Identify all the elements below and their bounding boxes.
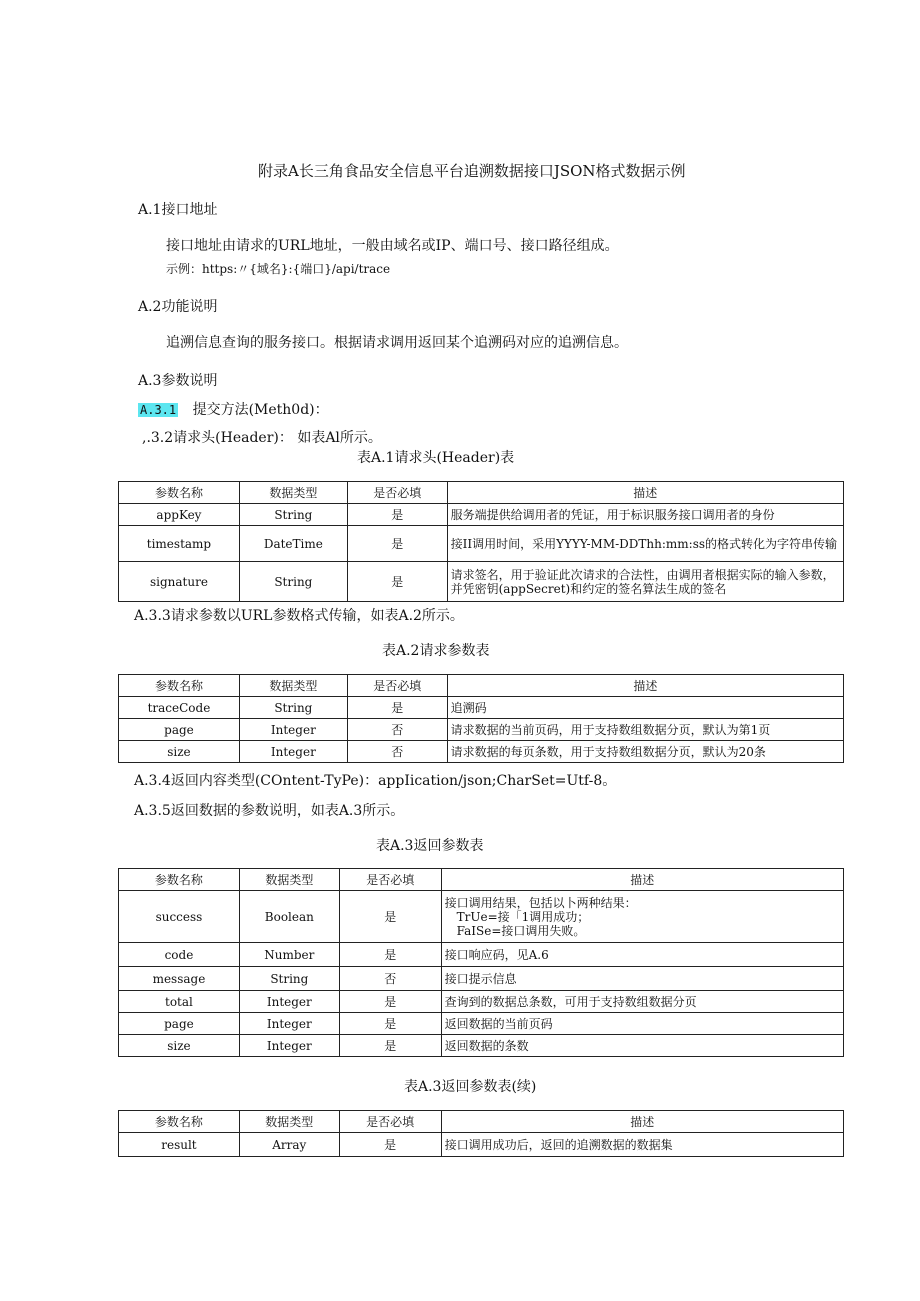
table-row [119,967,844,991]
table-response-params [118,868,844,1057]
header-cell: 是否必填 [347,482,447,504]
table-cell: 追溯码 [447,697,843,719]
table-row [119,943,844,967]
table-cell: result [119,1133,240,1157]
table-header-row [119,869,844,891]
table-cell: size [119,1035,240,1057]
header-cell: 描述 [441,869,843,891]
header-cell: 是否必填 [339,1111,441,1133]
table-cell: size [119,741,240,763]
table-cell: 接II调用时间，采用YYYY-MM-DDThh:mm:ss的格式转化为字符串传输 [447,526,843,562]
table-cell: 查询到的数据总条数，可用于支持数组数据分页 [441,991,843,1013]
table-cell: 是 [339,891,441,943]
header-cell: 参数名称 [119,675,240,697]
table-row [119,891,844,943]
table-cell: 是 [339,1133,441,1157]
table-cell: 是 [347,526,447,562]
header-cell: 数据类型 [239,675,347,697]
table-cell: 接口响应码，见A.6 [441,943,843,967]
header-cell: 是否必填 [347,675,447,697]
table-cell: traceCode [119,697,240,719]
table-cell: 是 [347,504,447,526]
header-cell: 描述 [447,482,843,504]
table-cell: code [119,943,240,967]
table-cell: timestamp [119,526,240,562]
table-header-row [119,675,844,697]
table4-caption: 表A.3返回参数表(续) [404,1079,537,1095]
section-a1-example: 示例：https:〃{域名}:{端口}/api/trace [166,262,391,276]
section-a31 [138,399,329,419]
header-cell: 描述 [447,675,843,697]
table-cell: 请求数据的当前页码，用于支持数组数据分页，默认为第1页 [447,719,843,741]
table-cell: page [119,719,240,741]
table-cell: 请求数据的每页条数，用于支持数组数据分页，默认为20条 [447,741,843,763]
table-cell: 是 [339,991,441,1013]
section-a31-number: A.3.1 [140,403,177,417]
table-cell: String [239,967,339,991]
table-header-row [119,1111,844,1133]
table-row [119,741,844,763]
table-row [119,697,844,719]
table-row [119,991,844,1013]
table-cell: String [239,504,347,526]
table-cell: 是 [339,943,441,967]
table-cell: Number [239,943,339,967]
table-cell: message [119,967,240,991]
table-cell: total [119,991,240,1013]
table-cell: String [239,697,347,719]
section-a1-heading: A.1接口地址 [138,202,218,218]
success-desc-line: FaISe=接口调用失败。 [456,923,586,938]
section-a35: A.3.5返回数据的参数说明，如表A.3所示。 [134,803,405,819]
header-cell: 数据类型 [239,482,347,504]
table-response-params-continued [118,1110,844,1157]
table3-caption: 表A.3返回参数表 [376,838,484,854]
table-row [119,504,844,526]
table-cell: Integer [239,1013,339,1035]
table-cell: signature [119,562,240,602]
page-title: 附录A长三角食品安全信息平台追溯数据接口JSON格式数据示例 [258,162,686,180]
header-cell: 数据类型 [239,869,339,891]
table-header-row [119,482,844,504]
table-cell: appKey [119,504,240,526]
section-a32: ,.3.2请求头(Header)： 如表Al所示。 [142,430,382,446]
header-cell: 参数名称 [119,482,240,504]
table-cell: 是 [339,1013,441,1035]
table-cell: 否 [339,967,441,991]
table-cell: 否 [347,719,447,741]
table-cell: DateTime [239,526,347,562]
table-cell: Integer [239,1035,339,1057]
table-request-params [118,674,844,763]
table-cell: Integer [239,719,347,741]
table-cell: 否 [347,741,447,763]
table-cell: 返回数据的条数 [441,1035,843,1057]
header-cell: 数据类型 [239,1111,339,1133]
table-row [119,1133,844,1157]
table-cell: Boolean [239,891,339,943]
table-cell: 是 [347,562,447,602]
table-row [119,1013,844,1035]
table-cell: 是 [339,1035,441,1057]
success-desc-line: TrUe=接「1调用成功； [456,909,590,924]
table-cell: success [119,891,240,943]
table-cell: Integer [239,991,339,1013]
table-cell: 是 [347,697,447,719]
header-cell: 是否必填 [339,869,441,891]
section-a31-text: 提交方法(Meth0d)： [192,402,329,418]
table-cell: Integer [239,741,347,763]
table-cell: 接口提示信息 [441,967,843,991]
header-cell: 描述 [441,1111,843,1133]
section-a2-desc: 追溯信息查询的服务接口。根据请求调用返回某个追溯码对应的追溯信息。 [166,335,628,351]
section-a2-heading: A.2功能说明 [138,299,218,315]
table-cell: page [119,1013,240,1035]
table-row [119,562,844,602]
success-desc-line: 接口调用结果，包括以卜两种结果： [444,895,637,910]
header-cell: 参数名称 [119,1111,240,1133]
table-cell: String [239,562,347,602]
table-cell: 请求签名，用于验证此次请求的合法性，由调用者根据实际的输入参数，并凭密钥(appSecret)和约定的签名算法生成的签名 [447,562,843,602]
table-cell: 接口调用成功后，返回的追溯数据的数据集 [441,1133,843,1157]
table1-caption: 表A.1请求头(Header)表 [357,450,515,466]
section-a34: A.3.4返回内容类型(COntent-TyPe)：appIication/json;CharSet=Utf-8。 [134,773,617,789]
table-request-header [118,481,844,602]
section-a3-heading: A.3参数说明 [138,373,218,389]
table-cell [441,891,843,943]
section-a33: A.3.3请求参数以URL参数格式传输，如表A.2所示。 [134,608,464,624]
table2-caption: 表A.2请求参数表 [382,643,490,659]
table-row [119,526,844,562]
table-cell: Array [239,1133,339,1157]
table-row [119,719,844,741]
header-cell: 参数名称 [119,869,240,891]
table-row [119,1035,844,1057]
section-a1-desc: 接口地址由请求的URL地址，一般由域名或IP、端口号、接口路径组成。 [166,238,619,254]
table-cell: 返回数据的当前页码 [441,1013,843,1035]
table-cell: 服务端提供给调用者的凭证，用于标识服务接口调用者的身份 [447,504,843,526]
